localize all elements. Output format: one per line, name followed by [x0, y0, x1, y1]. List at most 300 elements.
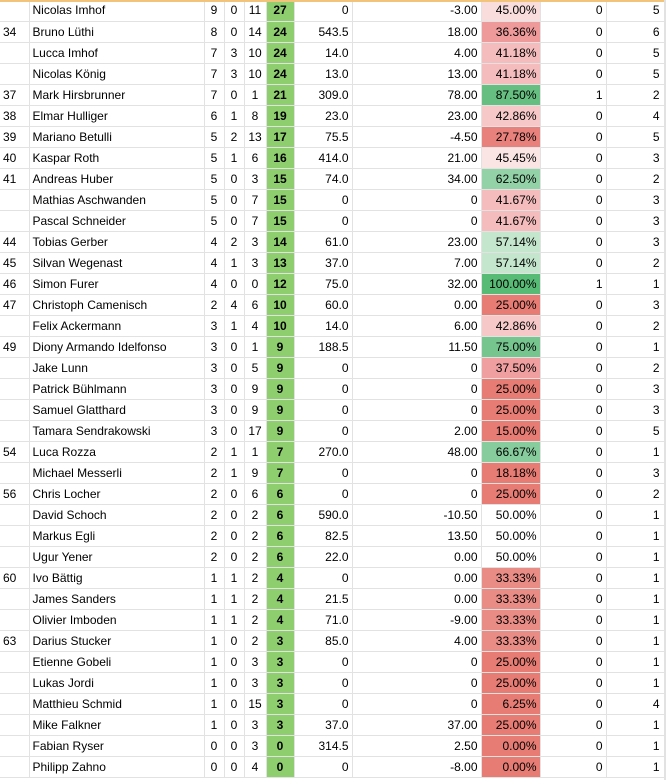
player-name-cell[interactable]: Ivo Bättig — [29, 567, 204, 588]
count-b-cell[interactable]: 3 — [606, 210, 666, 231]
value-cell[interactable]: 0 — [294, 693, 352, 714]
losses-cell[interactable]: 5 — [244, 357, 266, 378]
player-name-cell[interactable]: Darius Stucker — [29, 630, 204, 651]
player-name-cell[interactable]: Tamara Sendrakowski — [29, 420, 204, 441]
losses-cell[interactable]: 13 — [244, 126, 266, 147]
count-b-cell[interactable]: 1 — [606, 756, 666, 777]
wins-cell[interactable]: 1 — [204, 714, 224, 735]
player-name-cell[interactable]: Andreas Huber — [29, 168, 204, 189]
player-name-cell[interactable]: Elmar Hulliger — [29, 105, 204, 126]
losses-cell[interactable]: 3 — [244, 168, 266, 189]
draws-cell[interactable]: 0 — [224, 84, 244, 105]
count-a-cell[interactable]: 0 — [540, 420, 606, 441]
losses-cell[interactable]: 6 — [244, 483, 266, 504]
losses-cell[interactable]: 2 — [244, 609, 266, 630]
losses-cell[interactable]: 9 — [244, 378, 266, 399]
player-name-cell[interactable]: Lukas Jordi — [29, 672, 204, 693]
count-b-cell[interactable]: 1 — [606, 672, 666, 693]
player-name-cell[interactable]: Jake Lunn — [29, 357, 204, 378]
draws-cell[interactable]: 2 — [224, 231, 244, 252]
losses-cell[interactable]: 8 — [244, 105, 266, 126]
wins-cell[interactable]: 3 — [204, 336, 224, 357]
count-a-cell[interactable]: 0 — [540, 42, 606, 63]
difference-cell[interactable]: 0 — [352, 357, 481, 378]
count-b-cell[interactable]: 1 — [606, 504, 666, 525]
rank-cell[interactable] — [0, 357, 29, 378]
value-cell[interactable]: 590.0 — [294, 504, 352, 525]
value-cell[interactable]: 74.0 — [294, 168, 352, 189]
count-b-cell[interactable]: 1 — [606, 546, 666, 567]
losses-cell[interactable]: 1 — [244, 336, 266, 357]
losses-cell[interactable]: 7 — [244, 210, 266, 231]
rank-cell[interactable] — [0, 0, 29, 21]
losses-cell[interactable]: 1 — [244, 84, 266, 105]
losses-cell[interactable]: 3 — [244, 735, 266, 756]
wins-cell[interactable]: 8 — [204, 21, 224, 42]
percentage-cell[interactable]: 50.00% — [481, 525, 540, 546]
value-cell[interactable]: 270.0 — [294, 441, 352, 462]
draws-cell[interactable]: 1 — [224, 567, 244, 588]
losses-cell[interactable]: 9 — [244, 462, 266, 483]
player-name-cell[interactable]: Luca Rozza — [29, 441, 204, 462]
value-cell[interactable]: 60.0 — [294, 294, 352, 315]
value-cell[interactable]: 0 — [294, 420, 352, 441]
count-a-cell[interactable]: 0 — [540, 714, 606, 735]
count-a-cell[interactable]: 0 — [540, 357, 606, 378]
value-cell[interactable]: 75.0 — [294, 273, 352, 294]
difference-cell[interactable]: -8.00 — [352, 756, 481, 777]
wins-cell[interactable]: 2 — [204, 294, 224, 315]
rank-cell[interactable]: 41 — [0, 168, 29, 189]
draws-cell[interactable]: 1 — [224, 147, 244, 168]
rank-cell[interactable]: 49 — [0, 336, 29, 357]
wins-cell[interactable]: 5 — [204, 168, 224, 189]
count-b-cell[interactable]: 2 — [606, 168, 666, 189]
difference-cell[interactable]: 48.00 — [352, 441, 481, 462]
player-name-cell[interactable]: Nicolas König — [29, 63, 204, 84]
losses-cell[interactable]: 6 — [244, 294, 266, 315]
difference-cell[interactable]: 21.00 — [352, 147, 481, 168]
draws-cell[interactable]: 0 — [224, 651, 244, 672]
wins-cell[interactable]: 2 — [204, 441, 224, 462]
wins-cell[interactable]: 1 — [204, 693, 224, 714]
percentage-cell[interactable]: 36.36% — [481, 21, 540, 42]
points-cell[interactable]: 6 — [266, 483, 294, 504]
count-b-cell[interactable]: 2 — [606, 252, 666, 273]
value-cell[interactable]: 0 — [294, 672, 352, 693]
draws-cell[interactable]: 0 — [224, 504, 244, 525]
count-b-cell[interactable]: 1 — [606, 567, 666, 588]
draws-cell[interactable]: 3 — [224, 42, 244, 63]
difference-cell[interactable]: 13.50 — [352, 525, 481, 546]
value-cell[interactable]: 13.0 — [294, 63, 352, 84]
draws-cell[interactable]: 1 — [224, 105, 244, 126]
player-name-cell[interactable]: Philipp Zahno — [29, 756, 204, 777]
rank-cell[interactable]: 60 — [0, 567, 29, 588]
points-cell[interactable]: 9 — [266, 357, 294, 378]
count-b-cell[interactable]: 5 — [606, 420, 666, 441]
count-a-cell[interactable]: 0 — [540, 483, 606, 504]
count-b-cell[interactable]: 1 — [606, 609, 666, 630]
rank-cell[interactable]: 39 — [0, 126, 29, 147]
draws-cell[interactable]: 0 — [224, 0, 244, 21]
rank-cell[interactable] — [0, 525, 29, 546]
wins-cell[interactable]: 1 — [204, 588, 224, 609]
draws-cell[interactable]: 0 — [224, 483, 244, 504]
points-cell[interactable]: 6 — [266, 525, 294, 546]
losses-cell[interactable]: 15 — [244, 693, 266, 714]
count-a-cell[interactable]: 0 — [540, 546, 606, 567]
rank-cell[interactable]: 63 — [0, 630, 29, 651]
wins-cell[interactable]: 0 — [204, 756, 224, 777]
count-b-cell[interactable]: 6 — [606, 21, 666, 42]
count-b-cell[interactable]: 5 — [606, 0, 666, 21]
percentage-cell[interactable]: 25.00% — [481, 378, 540, 399]
count-a-cell[interactable]: 0 — [540, 735, 606, 756]
rank-cell[interactable] — [0, 588, 29, 609]
count-b-cell[interactable]: 3 — [606, 189, 666, 210]
wins-cell[interactable]: 1 — [204, 651, 224, 672]
percentage-cell[interactable]: 87.50% — [481, 84, 540, 105]
wins-cell[interactable]: 2 — [204, 525, 224, 546]
percentage-cell[interactable]: 25.00% — [481, 399, 540, 420]
player-name-cell[interactable]: Chris Locher — [29, 483, 204, 504]
difference-cell[interactable]: 32.00 — [352, 273, 481, 294]
losses-cell[interactable]: 3 — [244, 672, 266, 693]
wins-cell[interactable]: 4 — [204, 231, 224, 252]
points-cell[interactable]: 9 — [266, 336, 294, 357]
difference-cell[interactable]: 6.00 — [352, 315, 481, 336]
player-name-cell[interactable]: Samuel Glatthard — [29, 399, 204, 420]
value-cell[interactable]: 37.0 — [294, 252, 352, 273]
draws-cell[interactable]: 0 — [224, 378, 244, 399]
value-cell[interactable]: 314.5 — [294, 735, 352, 756]
losses-cell[interactable]: 10 — [244, 63, 266, 84]
count-a-cell[interactable]: 0 — [540, 399, 606, 420]
count-a-cell[interactable]: 0 — [540, 567, 606, 588]
count-a-cell[interactable]: 0 — [540, 441, 606, 462]
player-name-cell[interactable]: Tobias Gerber — [29, 231, 204, 252]
rank-cell[interactable]: 44 — [0, 231, 29, 252]
difference-cell[interactable]: 11.50 — [352, 336, 481, 357]
wins-cell[interactable]: 1 — [204, 630, 224, 651]
draws-cell[interactable]: 0 — [224, 756, 244, 777]
count-a-cell[interactable]: 0 — [540, 525, 606, 546]
player-name-cell[interactable]: Mathias Aschwanden — [29, 189, 204, 210]
count-a-cell[interactable]: 0 — [540, 609, 606, 630]
difference-cell[interactable]: -9.00 — [352, 609, 481, 630]
wins-cell[interactable]: 7 — [204, 84, 224, 105]
count-b-cell[interactable]: 1 — [606, 273, 666, 294]
losses-cell[interactable]: 4 — [244, 315, 266, 336]
value-cell[interactable]: 0 — [294, 756, 352, 777]
draws-cell[interactable]: 0 — [224, 546, 244, 567]
points-cell[interactable]: 7 — [266, 462, 294, 483]
rank-cell[interactable] — [0, 609, 29, 630]
rank-cell[interactable] — [0, 189, 29, 210]
value-cell[interactable]: 0 — [294, 462, 352, 483]
rank-cell[interactable]: 34 — [0, 21, 29, 42]
points-cell[interactable]: 9 — [266, 420, 294, 441]
draws-cell[interactable]: 1 — [224, 588, 244, 609]
draws-cell[interactable]: 0 — [224, 399, 244, 420]
count-a-cell[interactable]: 0 — [540, 672, 606, 693]
points-cell[interactable]: 6 — [266, 546, 294, 567]
percentage-cell[interactable]: 41.67% — [481, 189, 540, 210]
draws-cell[interactable]: 0 — [224, 525, 244, 546]
difference-cell[interactable]: 37.00 — [352, 714, 481, 735]
points-cell[interactable]: 15 — [266, 168, 294, 189]
percentage-cell[interactable]: 25.00% — [481, 651, 540, 672]
difference-cell[interactable]: 23.00 — [352, 231, 481, 252]
player-name-cell[interactable]: Mark Hirsbrunner — [29, 84, 204, 105]
difference-cell[interactable]: 0 — [352, 189, 481, 210]
wins-cell[interactable]: 7 — [204, 63, 224, 84]
count-b-cell[interactable]: 3 — [606, 294, 666, 315]
percentage-cell[interactable]: 0.00% — [481, 756, 540, 777]
count-b-cell[interactable]: 5 — [606, 63, 666, 84]
difference-cell[interactable]: 23.00 — [352, 105, 481, 126]
wins-cell[interactable]: 9 — [204, 0, 224, 21]
count-a-cell[interactable]: 0 — [540, 231, 606, 252]
losses-cell[interactable]: 4 — [244, 756, 266, 777]
points-cell[interactable]: 16 — [266, 147, 294, 168]
count-a-cell[interactable]: 0 — [540, 21, 606, 42]
count-a-cell[interactable]: 0 — [540, 588, 606, 609]
percentage-cell[interactable]: 25.00% — [481, 483, 540, 504]
count-b-cell[interactable]: 1 — [606, 651, 666, 672]
percentage-cell[interactable]: 50.00% — [481, 546, 540, 567]
rank-cell[interactable] — [0, 756, 29, 777]
points-cell[interactable]: 12 — [266, 273, 294, 294]
losses-cell[interactable]: 2 — [244, 546, 266, 567]
draws-cell[interactable]: 0 — [224, 693, 244, 714]
difference-cell[interactable]: 0 — [352, 462, 481, 483]
points-cell[interactable]: 14 — [266, 231, 294, 252]
count-a-cell[interactable]: 0 — [540, 105, 606, 126]
count-b-cell[interactable]: 1 — [606, 336, 666, 357]
rank-cell[interactable] — [0, 504, 29, 525]
draws-cell[interactable]: 0 — [224, 210, 244, 231]
wins-cell[interactable]: 6 — [204, 105, 224, 126]
percentage-cell[interactable]: 66.67% — [481, 441, 540, 462]
points-cell[interactable]: 3 — [266, 693, 294, 714]
draws-cell[interactable]: 3 — [224, 63, 244, 84]
wins-cell[interactable]: 1 — [204, 567, 224, 588]
count-b-cell[interactable]: 3 — [606, 462, 666, 483]
percentage-cell[interactable]: 27.78% — [481, 126, 540, 147]
value-cell[interactable]: 0 — [294, 651, 352, 672]
draws-cell[interactable]: 0 — [224, 273, 244, 294]
value-cell[interactable]: 23.0 — [294, 105, 352, 126]
draws-cell[interactable]: 0 — [224, 420, 244, 441]
percentage-cell[interactable]: 37.50% — [481, 357, 540, 378]
count-a-cell[interactable]: 0 — [540, 651, 606, 672]
difference-cell[interactable]: 18.00 — [352, 21, 481, 42]
value-cell[interactable]: 0 — [294, 357, 352, 378]
points-cell[interactable]: 15 — [266, 210, 294, 231]
count-b-cell[interactable]: 2 — [606, 357, 666, 378]
losses-cell[interactable]: 2 — [244, 504, 266, 525]
value-cell[interactable]: 0 — [294, 567, 352, 588]
count-a-cell[interactable]: 0 — [540, 147, 606, 168]
count-b-cell[interactable]: 3 — [606, 378, 666, 399]
rank-cell[interactable]: 40 — [0, 147, 29, 168]
rank-cell[interactable]: 45 — [0, 252, 29, 273]
losses-cell[interactable]: 11 — [244, 0, 266, 21]
count-b-cell[interactable]: 2 — [606, 84, 666, 105]
rank-cell[interactable]: 54 — [0, 441, 29, 462]
player-name-cell[interactable]: Mike Falkner — [29, 714, 204, 735]
value-cell[interactable]: 14.0 — [294, 42, 352, 63]
count-b-cell[interactable]: 1 — [606, 714, 666, 735]
wins-cell[interactable]: 0 — [204, 735, 224, 756]
points-cell[interactable]: 13 — [266, 252, 294, 273]
percentage-cell[interactable]: 45.45% — [481, 147, 540, 168]
value-cell[interactable]: 414.0 — [294, 147, 352, 168]
player-name-cell[interactable]: Matthieu Schmid — [29, 693, 204, 714]
wins-cell[interactable]: 2 — [204, 462, 224, 483]
difference-cell[interactable]: 0 — [352, 399, 481, 420]
draws-cell[interactable]: 2 — [224, 126, 244, 147]
losses-cell[interactable]: 14 — [244, 21, 266, 42]
count-a-cell[interactable]: 0 — [540, 252, 606, 273]
difference-cell[interactable]: 0.00 — [352, 546, 481, 567]
points-cell[interactable]: 3 — [266, 651, 294, 672]
count-a-cell[interactable]: 0 — [540, 63, 606, 84]
losses-cell[interactable]: 3 — [244, 714, 266, 735]
points-cell[interactable]: 21 — [266, 84, 294, 105]
count-b-cell[interactable]: 5 — [606, 42, 666, 63]
draws-cell[interactable]: 0 — [224, 630, 244, 651]
difference-cell[interactable]: 13.00 — [352, 63, 481, 84]
difference-cell[interactable]: -10.50 — [352, 504, 481, 525]
value-cell[interactable]: 14.0 — [294, 315, 352, 336]
points-cell[interactable]: 0 — [266, 735, 294, 756]
points-cell[interactable]: 0 — [266, 756, 294, 777]
player-name-cell[interactable]: James Sanders — [29, 588, 204, 609]
percentage-cell[interactable]: 75.00% — [481, 336, 540, 357]
points-cell[interactable]: 27 — [266, 0, 294, 21]
losses-cell[interactable]: 2 — [244, 630, 266, 651]
percentage-cell[interactable]: 41.18% — [481, 42, 540, 63]
draws-cell[interactable]: 0 — [224, 735, 244, 756]
count-a-cell[interactable]: 0 — [540, 189, 606, 210]
draws-cell[interactable]: 1 — [224, 252, 244, 273]
player-name-cell[interactable]: Olivier Imboden — [29, 609, 204, 630]
wins-cell[interactable]: 2 — [204, 546, 224, 567]
count-a-cell[interactable]: 1 — [540, 273, 606, 294]
percentage-cell[interactable]: 57.14% — [481, 231, 540, 252]
rank-cell[interactable]: 37 — [0, 84, 29, 105]
value-cell[interactable]: 22.0 — [294, 546, 352, 567]
rank-cell[interactable] — [0, 651, 29, 672]
value-cell[interactable]: 0 — [294, 483, 352, 504]
losses-cell[interactable]: 3 — [244, 651, 266, 672]
percentage-cell[interactable]: 42.86% — [481, 315, 540, 336]
difference-cell[interactable]: 0 — [352, 378, 481, 399]
difference-cell[interactable]: 0 — [352, 693, 481, 714]
difference-cell[interactable]: 2.50 — [352, 735, 481, 756]
points-cell[interactable]: 3 — [266, 714, 294, 735]
count-b-cell[interactable]: 1 — [606, 735, 666, 756]
count-a-cell[interactable]: 0 — [540, 0, 606, 21]
player-name-cell[interactable]: Lucca Imhof — [29, 42, 204, 63]
player-name-cell[interactable]: Silvan Wegenast — [29, 252, 204, 273]
player-name-cell[interactable]: Nicolas Imhof — [29, 0, 204, 21]
losses-cell[interactable]: 2 — [244, 588, 266, 609]
value-cell[interactable]: 85.0 — [294, 630, 352, 651]
player-name-cell[interactable]: Bruno Lüthi — [29, 21, 204, 42]
wins-cell[interactable]: 3 — [204, 420, 224, 441]
value-cell[interactable]: 0 — [294, 399, 352, 420]
count-b-cell[interactable]: 5 — [606, 126, 666, 147]
value-cell[interactable]: 71.0 — [294, 609, 352, 630]
rank-cell[interactable] — [0, 63, 29, 84]
rank-cell[interactable] — [0, 735, 29, 756]
difference-cell[interactable]: 4.00 — [352, 42, 481, 63]
percentage-cell[interactable]: 45.00% — [481, 0, 540, 21]
percentage-cell[interactable]: 33.33% — [481, 609, 540, 630]
points-cell[interactable]: 4 — [266, 588, 294, 609]
wins-cell[interactable]: 3 — [204, 357, 224, 378]
rank-cell[interactable] — [0, 210, 29, 231]
rank-cell[interactable] — [0, 42, 29, 63]
losses-cell[interactable]: 1 — [244, 441, 266, 462]
count-b-cell[interactable]: 2 — [606, 483, 666, 504]
wins-cell[interactable]: 7 — [204, 42, 224, 63]
difference-cell[interactable]: 0 — [352, 672, 481, 693]
losses-cell[interactable]: 3 — [244, 252, 266, 273]
count-b-cell[interactable]: 4 — [606, 105, 666, 126]
player-name-cell[interactable]: Diony Armando Idelfonso — [29, 336, 204, 357]
rank-cell[interactable]: 38 — [0, 105, 29, 126]
percentage-cell[interactable]: 50.00% — [481, 504, 540, 525]
count-a-cell[interactable]: 0 — [540, 462, 606, 483]
value-cell[interactable]: 21.5 — [294, 588, 352, 609]
points-cell[interactable]: 3 — [266, 672, 294, 693]
wins-cell[interactable]: 5 — [204, 126, 224, 147]
count-a-cell[interactable]: 0 — [540, 315, 606, 336]
rank-cell[interactable] — [0, 693, 29, 714]
count-b-cell[interactable]: 1 — [606, 525, 666, 546]
value-cell[interactable]: 75.5 — [294, 126, 352, 147]
rank-cell[interactable] — [0, 420, 29, 441]
player-name-cell[interactable]: Felix Ackermann — [29, 315, 204, 336]
count-b-cell[interactable]: 2 — [606, 315, 666, 336]
points-cell[interactable]: 17 — [266, 126, 294, 147]
difference-cell[interactable]: 4.00 — [352, 630, 481, 651]
wins-cell[interactable]: 5 — [204, 189, 224, 210]
difference-cell[interactable]: -4.50 — [352, 126, 481, 147]
rank-cell[interactable] — [0, 714, 29, 735]
value-cell[interactable]: 0 — [294, 189, 352, 210]
percentage-cell[interactable]: 18.18% — [481, 462, 540, 483]
player-name-cell[interactable]: Fabian Ryser — [29, 735, 204, 756]
percentage-cell[interactable]: 0.00% — [481, 735, 540, 756]
percentage-cell[interactable]: 33.33% — [481, 630, 540, 651]
percentage-cell[interactable]: 25.00% — [481, 294, 540, 315]
player-name-cell[interactable]: Ugur Yener — [29, 546, 204, 567]
count-b-cell[interactable]: 1 — [606, 630, 666, 651]
count-b-cell[interactable]: 1 — [606, 441, 666, 462]
draws-cell[interactable]: 0 — [224, 672, 244, 693]
difference-cell[interactable]: 34.00 — [352, 168, 481, 189]
player-name-cell[interactable]: Christoph Camenisch — [29, 294, 204, 315]
count-a-cell[interactable]: 0 — [540, 630, 606, 651]
rank-cell[interactable] — [0, 315, 29, 336]
count-b-cell[interactable]: 1 — [606, 588, 666, 609]
